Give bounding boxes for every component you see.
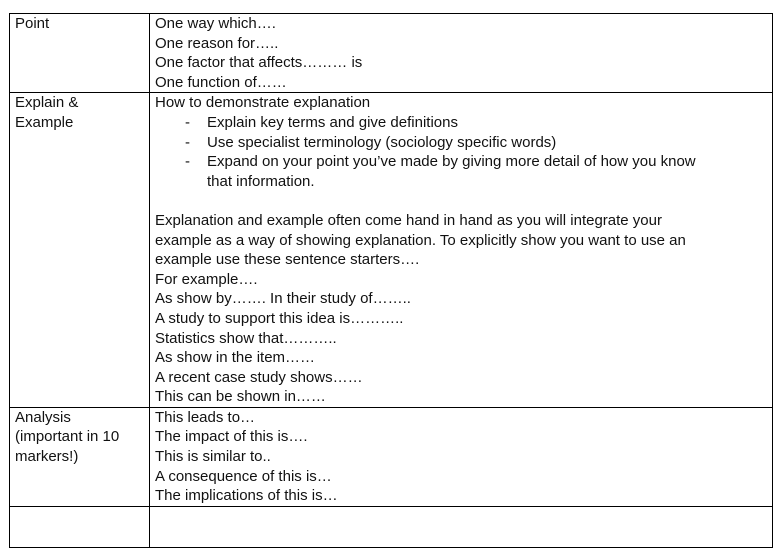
row-content-point [150,14,773,93]
analysis-starter: This is similar to.. [155,448,271,466]
example-starter: A study to support this idea is……….. [155,309,404,327]
row-label-cutoff [10,506,150,547]
list-item-continuation [155,172,772,192]
analysis-starter: The impact of this is…. [155,428,308,446]
table-row-analysis [10,407,773,506]
label-example: Example [15,113,74,131]
bullet-text: Explain key terms and give definitions [207,113,458,131]
analysis-starter: The implications of this is… [155,487,338,505]
explain-paragraph-line: example use these sentence starters…. [155,251,420,269]
label-analysis-note: (important in 10 [15,428,120,446]
bullet-text: Use specialist terminology (sociology specific words) [207,133,557,151]
dash-bullet-icon: - [185,153,190,171]
example-starter: A recent case study shows…… [155,368,363,386]
row-label-explain-example [10,93,150,408]
table-row-cutoff [10,506,773,547]
explain-paragraph-line: example as a way of showing explanation. To explicitly show you want to use an [155,231,686,249]
explain-paragraph-line: Explanation and example often come hand in hand as you will integrate your [155,211,662,229]
row-content-analysis [150,407,773,506]
table-row-explain-example [10,93,773,408]
list-item [155,113,772,133]
analysis-starter: A consequence of this is… [155,467,332,485]
dash-bullet-icon: - [185,113,190,131]
row-label-analysis [10,407,150,506]
list-item [155,152,772,172]
bullet-text: that information. [207,172,315,190]
row-label-point [10,14,150,93]
example-starter: This can be shown in…… [155,388,326,406]
label-point: Point [15,15,50,32]
label-analysis: Analysis [15,408,71,426]
example-starter: As show by……. In their study of…….. [155,290,411,308]
example-starter: Statistics show that……….. [155,329,337,347]
blank-line [155,191,772,211]
point-starter: One function of…… [155,73,287,91]
point-starter: One factor that affects……… is [155,54,363,72]
explain-heading: How to demonstrate explanation [155,94,371,112]
row-content-explain-example [150,93,773,408]
analysis-starter: This leads to… [155,408,256,426]
point-starter: One way which…. [155,15,276,32]
dash-bullet-icon: - [185,133,190,151]
explain-bullet-list [155,113,772,191]
pee-writing-table [9,13,773,548]
point-starter: One reason for….. [155,34,279,52]
table-row-point [10,14,773,93]
bullet-text: Expand on your point you’ve made by giving more detail of how you know [207,153,696,171]
row-content-cutoff [150,506,773,547]
label-explain: Explain & [15,94,79,112]
list-item [155,133,772,153]
example-starter: For example…. [155,270,258,288]
example-starter: As show in the item…… [155,349,316,367]
label-analysis-note: markers!) [15,448,79,466]
